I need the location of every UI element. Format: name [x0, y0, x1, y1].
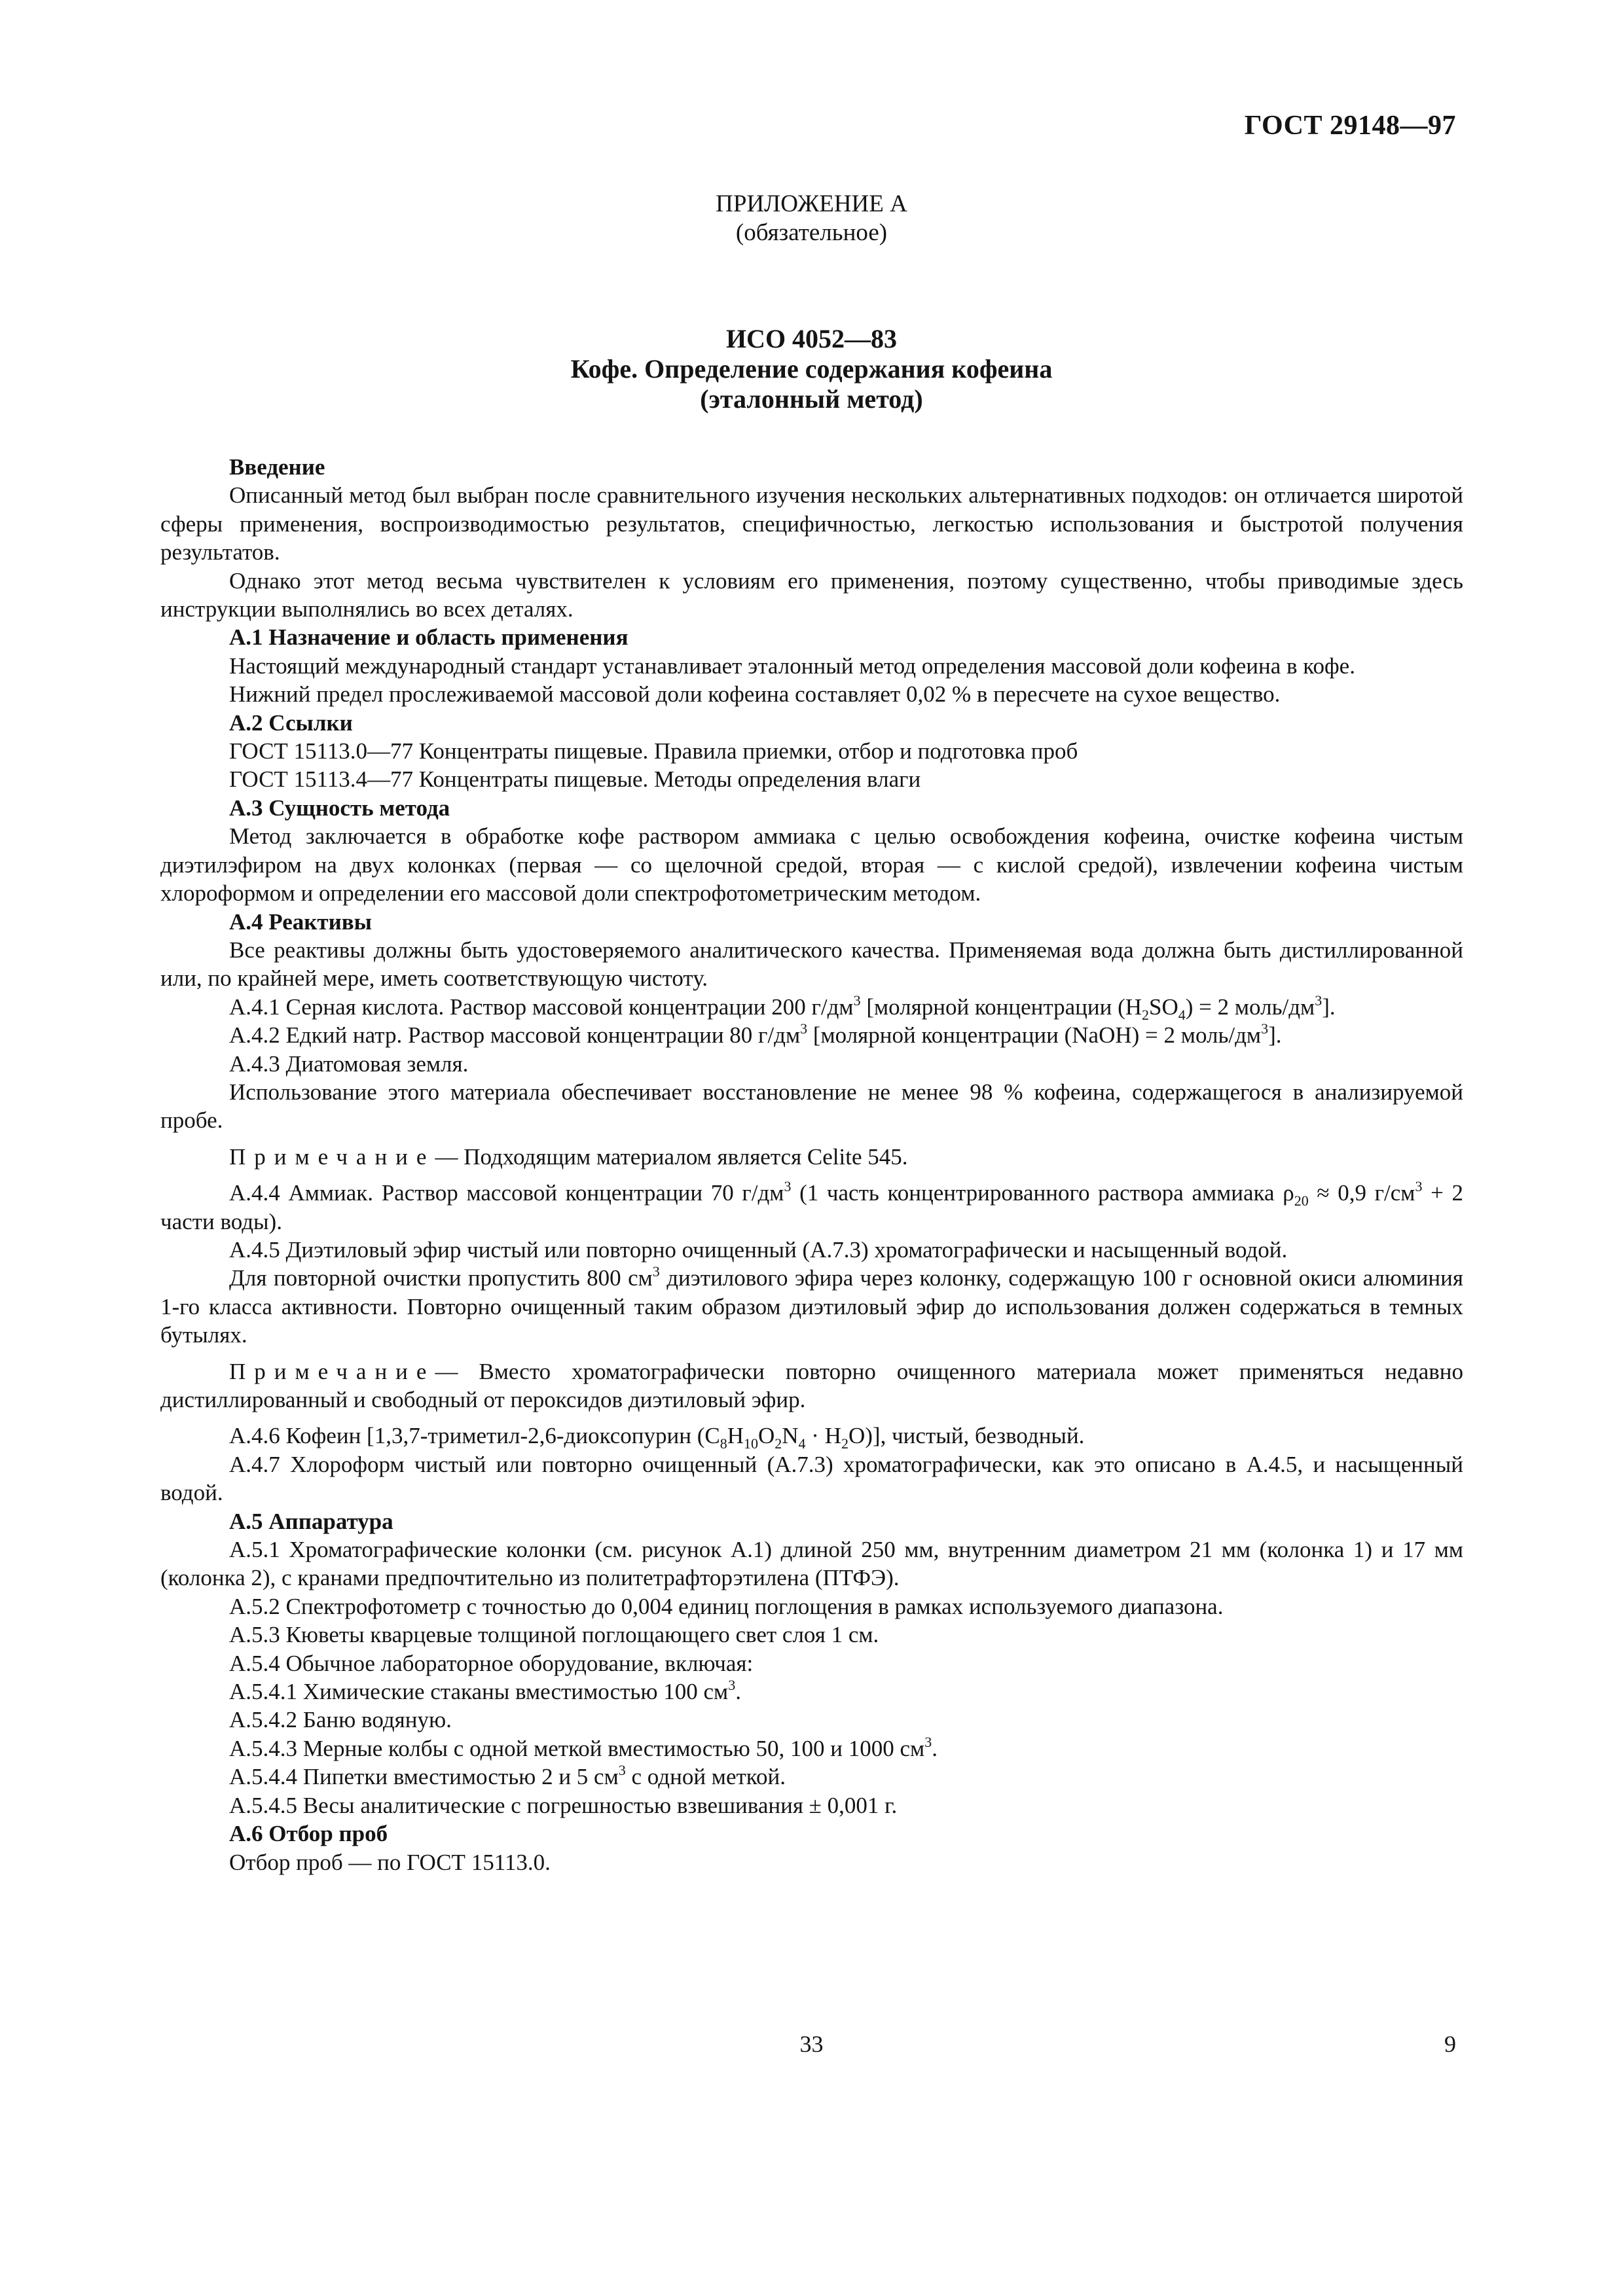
reference-item: ГОСТ 15113.4—77 Концентраты пищевые. Методы определения влаги: [229, 766, 921, 793]
reference-item: ГОСТ 15113.0—77 Концентраты пищевые. Правила приемки, отбор и подготовка проб: [229, 738, 1078, 764]
item-a51-columns: А.5.1 Хроматографические колонки (см. рисунок А.1) длиной 250 мм, внутренним диаметром 21 мм (колонка 1) и 17 мм (колонка 2), с кранами предпочтительно из политетрафторэтилена (ПТФЭ).: [160, 1537, 1463, 1591]
intro-paragraph-1: Описанный метод был выбран после сравнительного изучения нескольких альтернативных подходов: он отличается широтой сферы применения, воспроизводимостью результатов, специфичностью, легкостью использования и быстротой получения результатов.: [160, 482, 1463, 565]
annex-heading: [0, 190, 1623, 247]
page-number-right: 9: [1444, 2031, 1456, 2057]
item-a43-diatomaceous-earth: А.4.3 Диатомовая земля.: [229, 1050, 469, 1077]
title-iso-number: ИСО 4052—83: [725, 324, 898, 353]
section-a1-heading: А.1 Назначение и область применения: [229, 624, 629, 651]
section-a1-paragraph-2: Нижний предел прослеживаемой массовой доли кофеина составляет 0,02 % в пересчете на сухое вещество.: [229, 681, 1281, 708]
item-a541-beakers: А.5.4.1 Химические стаканы вместимостью 100 $см^3$.: [229, 1677, 741, 1705]
item-a45-diethyl-ether: А.4.5 Диэтиловый эфир чистый или повторно очищенный (А.7.3) хроматографически и насыщенный водой.: [229, 1236, 1288, 1263]
section-a3-heading: А.3 Сущность метода: [229, 795, 450, 821]
item-a545-balance: А.5.4.5 Весы аналитические с погрешностью взвешивания ± 0,001 г.: [229, 1792, 898, 1818]
item-a42-sodium-hydroxide: А.4.2 Едкий натр. Раствор массовой концентрации 80 $г/дм^3$ [молярной концентрации (NaOH) = 2 моль/$дм^3$].: [229, 1020, 1282, 1049]
note-1: Примечание— Подходящим материалом является Celite 545.: [229, 1143, 908, 1170]
item-a44-ammonia: А.4.4 Аммиак. Раствор массовой концентрации 70 $г/дм^3$ (1 часть концентрированного раствора аммиака $\rho_{20} \approx 0,9$ $г/см^3 + 2$ части воды).: [160, 1178, 1464, 1234]
item-a45-paragraph: Для повторной очистки пропустить 800 $см^3$ диэтилового эфира через колонку, содержащую 100 г основной окиси алюминия 1-го класса активности. Повторно очищенный таким образом диэтиловый эфир до использования должен содержаться в темных бутылях.: [160, 1263, 1463, 1348]
section-a2-heading: А.2 Ссылки: [229, 709, 353, 736]
section-a4-heading: А.4 Реактивы: [229, 908, 372, 935]
title-subject: Кофе. Определение содержания кофеина: [570, 354, 1053, 384]
item-a43-paragraph: Использование этого материала обеспечивает восстановление не менее 98 % кофеина, содержащегося в анализируемой пробе.: [160, 1079, 1463, 1134]
intro-paragraph-2: Однако этот метод весьма чувствителен к условиям его применения, поэтому существенно, чтобы приводимые здесь инструкции выполнялись во всех деталях.: [160, 567, 1463, 622]
section-a1-paragraph-1: Настоящий международный стандарт устанавливает эталонный метод определения массовой доли кофеина в кофе.: [229, 653, 1355, 679]
item-a542-water-bath: А.5.4.2 Баню водяную.: [229, 1707, 452, 1733]
title-method: (эталонный метод): [700, 384, 923, 414]
page-number-center: 33: [799, 2031, 824, 2057]
section-a6-paragraph: Отбор проб — по ГОСТ 15113.0.: [229, 1849, 551, 1875]
standard-number: ГОСТ 29148—97: [1244, 111, 1456, 141]
note-2: Примечание— Вместо хроматографически повторно очищенного материала может применяться недавно дистиллированный и свободный от пероксидов диэтиловый эфир.: [160, 1358, 1463, 1412]
item-a543-flasks: А.5.4.3 Мерные колбы с одной меткой вместимостью 50, 100 и 1000 $см^3$.: [229, 1733, 938, 1761]
item-a53-cuvettes: А.5.3 Кюветы кварцевые толщиной поглощающего свет слоя 1 см.: [229, 1622, 879, 1648]
section-a6-heading: А.6 Отбор проб: [229, 1821, 388, 1847]
item-a41-sulfuric-acid: А.4.1 Серная кислота. Раствор массовой концентрации 200 $г/дм^3$ [молярной концентрации $(H_2SO_4) = 2$ моль/$дм^3$].: [229, 992, 1336, 1023]
section-a4-paragraph: Все реактивы должны быть удостоверяемого аналитического качества. Применяемая вода должна быть дистиллированной или, по крайней мере, иметь соответствующую чистоту.: [160, 937, 1463, 992]
item-a46-caffeine: А.4.6 Кофеин [1,3,7-триметил-2,6-диоксопурин $(C_8H_{10}O_2N_4 \cdot H_2O)$], чистый, безводный.: [229, 1423, 1085, 1452]
item-a544-pipettes: А.5.4.4 Пипетки вместимостью 2 и 5 $см^3$ с одной меткой.: [229, 1762, 786, 1790]
annex-title: ПРИЛОЖЕНИЕ А: [716, 190, 907, 217]
item-a54-lab-equipment: А.5.4 Обычное лабораторное оборудование, включая:: [229, 1650, 754, 1676]
item-a52-spectrophotometer: А.5.2 Спектрофотометр с точностью до 0,004 единиц поглощения в рамках используемого диапазона.: [229, 1593, 1224, 1619]
document-body: [160, 453, 1463, 1876]
document-title: [0, 324, 1623, 414]
item-a47-chloroform: А.4.7 Хлороформ чистый или повторно очищенный (А.7.3) хроматографически, как это описано в А.4.5, и насыщенный водой.: [160, 1451, 1463, 1506]
section-a3-paragraph: Метод заключается в обработке кофе раствором аммиака с целью освобождения кофеина, очистке кофеина чистым диэтилэфиром на двух колонках (первая — со щелочной средой, вторая — с кислой средой), извлечении кофеина чистым хлороформом и определении его массовой доли спектрофотометрическим методом.: [160, 823, 1463, 906]
intro-heading: Введение: [229, 454, 325, 480]
annex-status: (обязательное): [735, 219, 888, 246]
section-a5-heading: А.5 Аппаратура: [229, 1508, 393, 1534]
